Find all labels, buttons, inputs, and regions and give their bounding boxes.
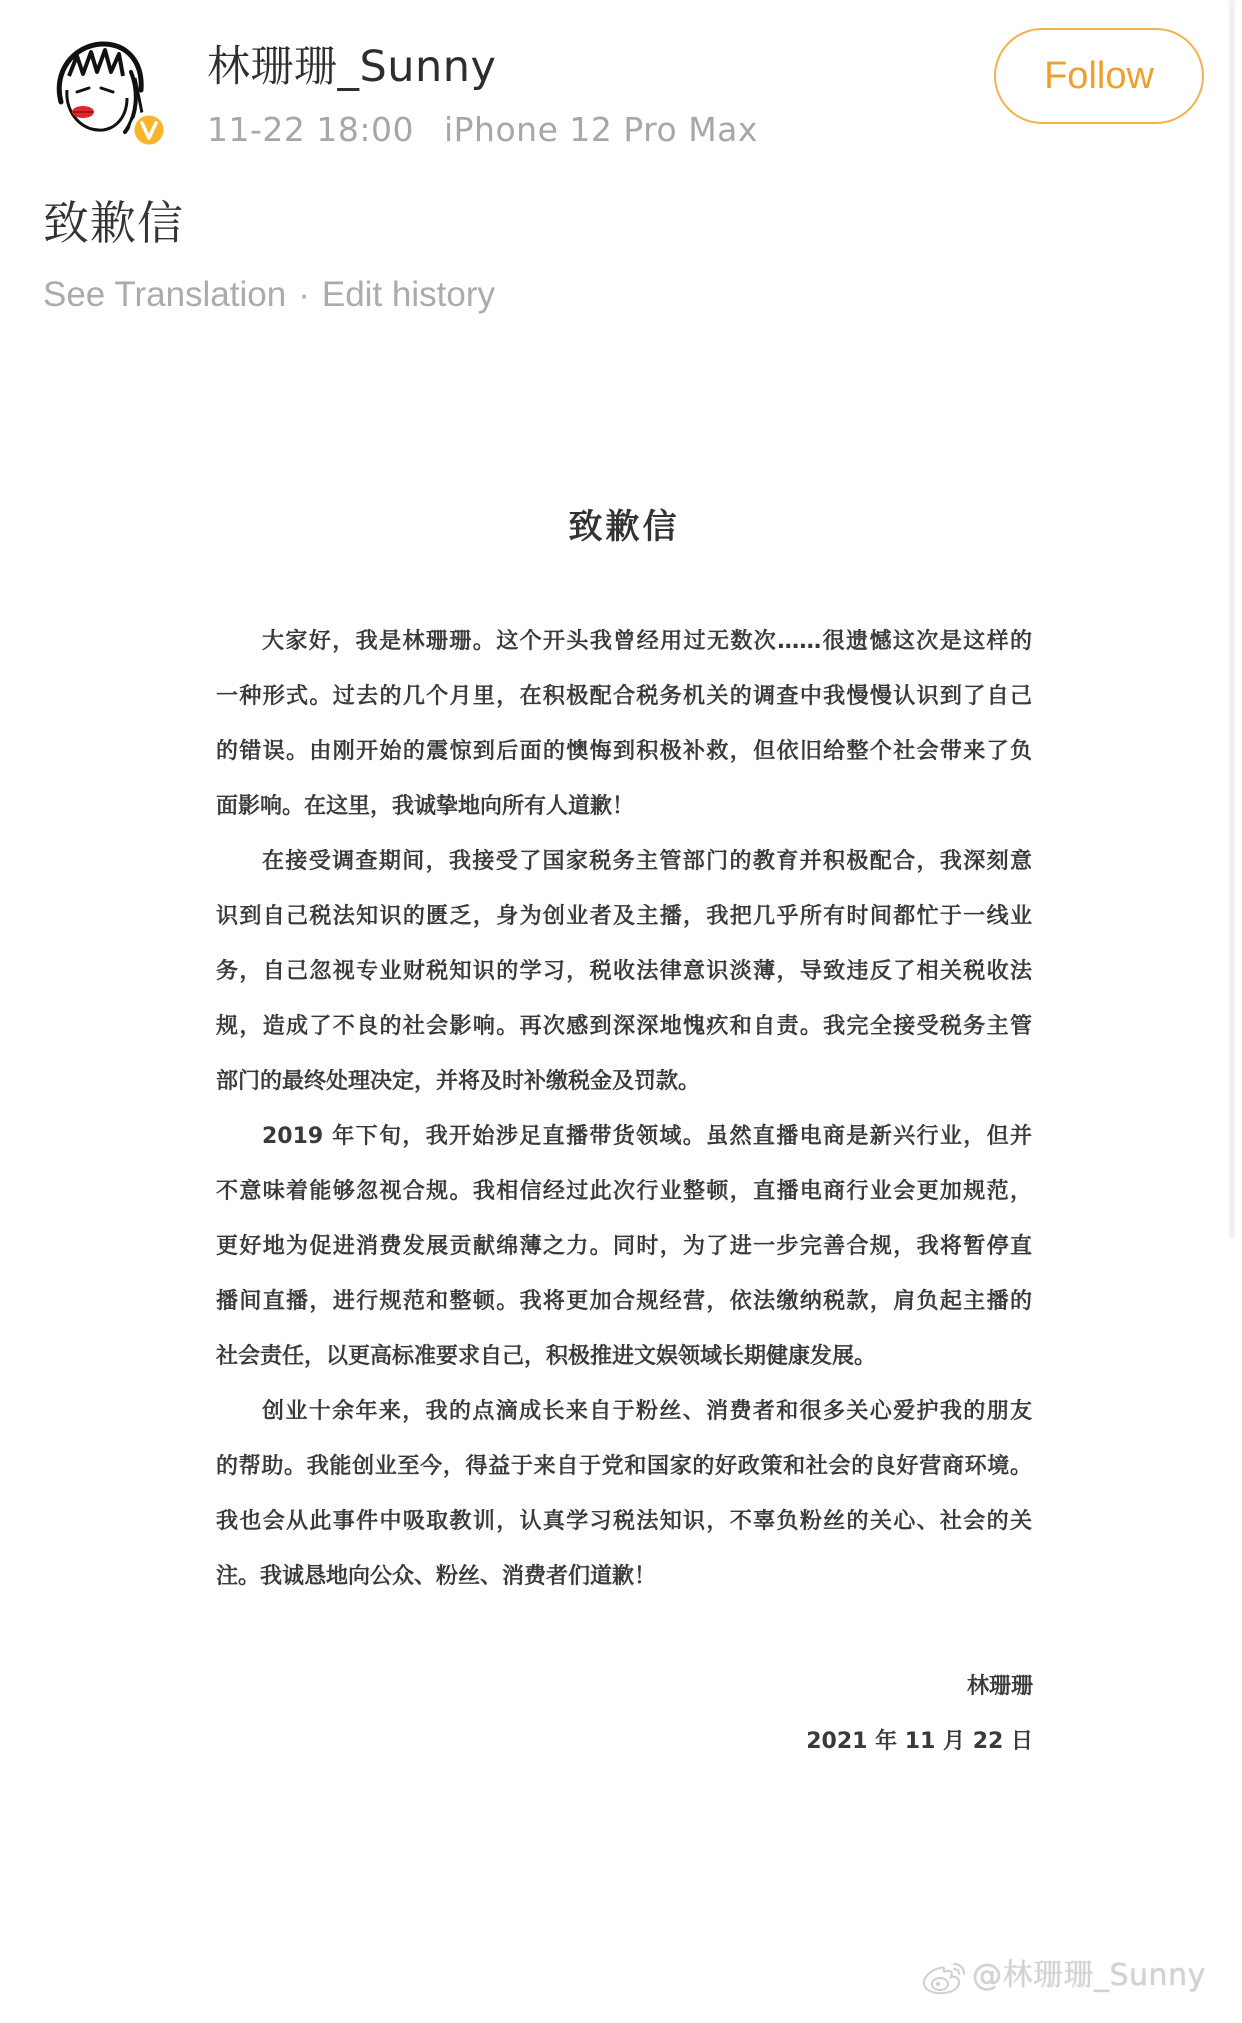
letter-line: 创业十余年来，我的点滴成长来自于粉丝、消费者和很多关心爱护我的朋友 <box>262 1399 1032 1424</box>
letter-date: 2021 年 11 月 22 日 <box>806 1729 1033 1754</box>
post-meta <box>207 108 758 152</box>
watermark <box>920 1954 1206 1998</box>
letter-line: 我也会从此事件中吸取教训，认真学习税法知识，不辜负粉丝的关心、社会的关 <box>216 1509 1032 1534</box>
letter-line: 更好地为促进消费发展贡献绵薄之力。同时，为了进一步完善合规，我将暂停直 <box>216 1234 1032 1259</box>
post-device: iPhone 12 Pro Max <box>443 110 758 149</box>
letter-line: 识到自己税法知识的匮乏，身为创业者及主播，我把几乎所有时间都忙于一线业 <box>216 904 1032 929</box>
post-time: 11-22 18:00 <box>207 110 414 149</box>
letter-title: 致歉信 <box>568 507 680 547</box>
letter-line: 部门的最终处理决定，并将及时补缴税金及罚款。 <box>216 1069 701 1094</box>
letter-line: 在接受调查期间，我接受了国家税务主管部门的教育并积极配合，我深刻意 <box>262 849 1032 874</box>
post-actions <box>43 270 495 320</box>
letter-signature: 林珊珊 <box>966 1674 1033 1699</box>
letter-line: 社会责任，以更高标准要求自己，积极推进文娱领域长期健康发展。 <box>216 1344 877 1369</box>
scrollbar[interactable] <box>1229 0 1235 1238</box>
see-translation-link[interactable]: See Translation <box>43 275 287 314</box>
edit-history-link[interactable]: Edit history <box>321 275 495 314</box>
letter-line: 一种形式。过去的几个月里，在积极配合税务机关的调查中我慢慢认识到了自己 <box>216 684 1032 709</box>
verified-badge-icon <box>130 111 168 149</box>
letter-line: 面影响。在这里，我诚挚地向所有人道歉！ <box>216 794 635 819</box>
letter-line: 的错误。由刚开始的震惊到后面的懊悔到积极补救，但依旧给整个社会带来了负 <box>216 739 1032 764</box>
watermark-text: @林珊珊_Sunny <box>972 1958 1206 1993</box>
username[interactable]: 林珊珊_Sunny <box>207 42 497 92</box>
letter-line: 大家好，我是林珊珊。这个开头我曾经用过无数次……很遗憾这次是这样的 <box>262 629 1032 654</box>
letter-line: 的帮助。我能创业至今，得益于来自于党和国家的好政策和社会的良好营商环境。 <box>216 1454 1032 1479</box>
letter-line: 务，自己忽视专业财税知识的学习，税收法律意识淡薄，导致违反了相关税收法 <box>216 959 1032 984</box>
post-text: 致歉信 <box>43 196 184 250</box>
letter-line: 注。我诚恳地向公众、粉丝、消费者们道歉！ <box>216 1564 657 1589</box>
letter-line: 规，造成了不良的社会影响。再次感到深深地愧疚和自责。我完全接受税务主管 <box>216 1014 1032 1039</box>
letter-line: 播间直播，进行规范和整顿。我将更加合规经营，依法缴纳税款，肩负起主播的 <box>216 1289 1032 1314</box>
separator-dot: · <box>298 275 310 314</box>
letter-line: 不意味着能够忽视合规。我相信经过此次行业整顿，直播电商行业会更加规范， <box>216 1179 1032 1204</box>
letter-body <box>216 614 1032 1604</box>
weibo-logo-icon <box>920 1956 968 1996</box>
letter-line: 2019 年下旬，我开始涉足直播带货领域。虽然直播电商是新兴行业，但并 <box>262 1124 1032 1149</box>
follow-button[interactable]: Follow <box>994 28 1204 124</box>
